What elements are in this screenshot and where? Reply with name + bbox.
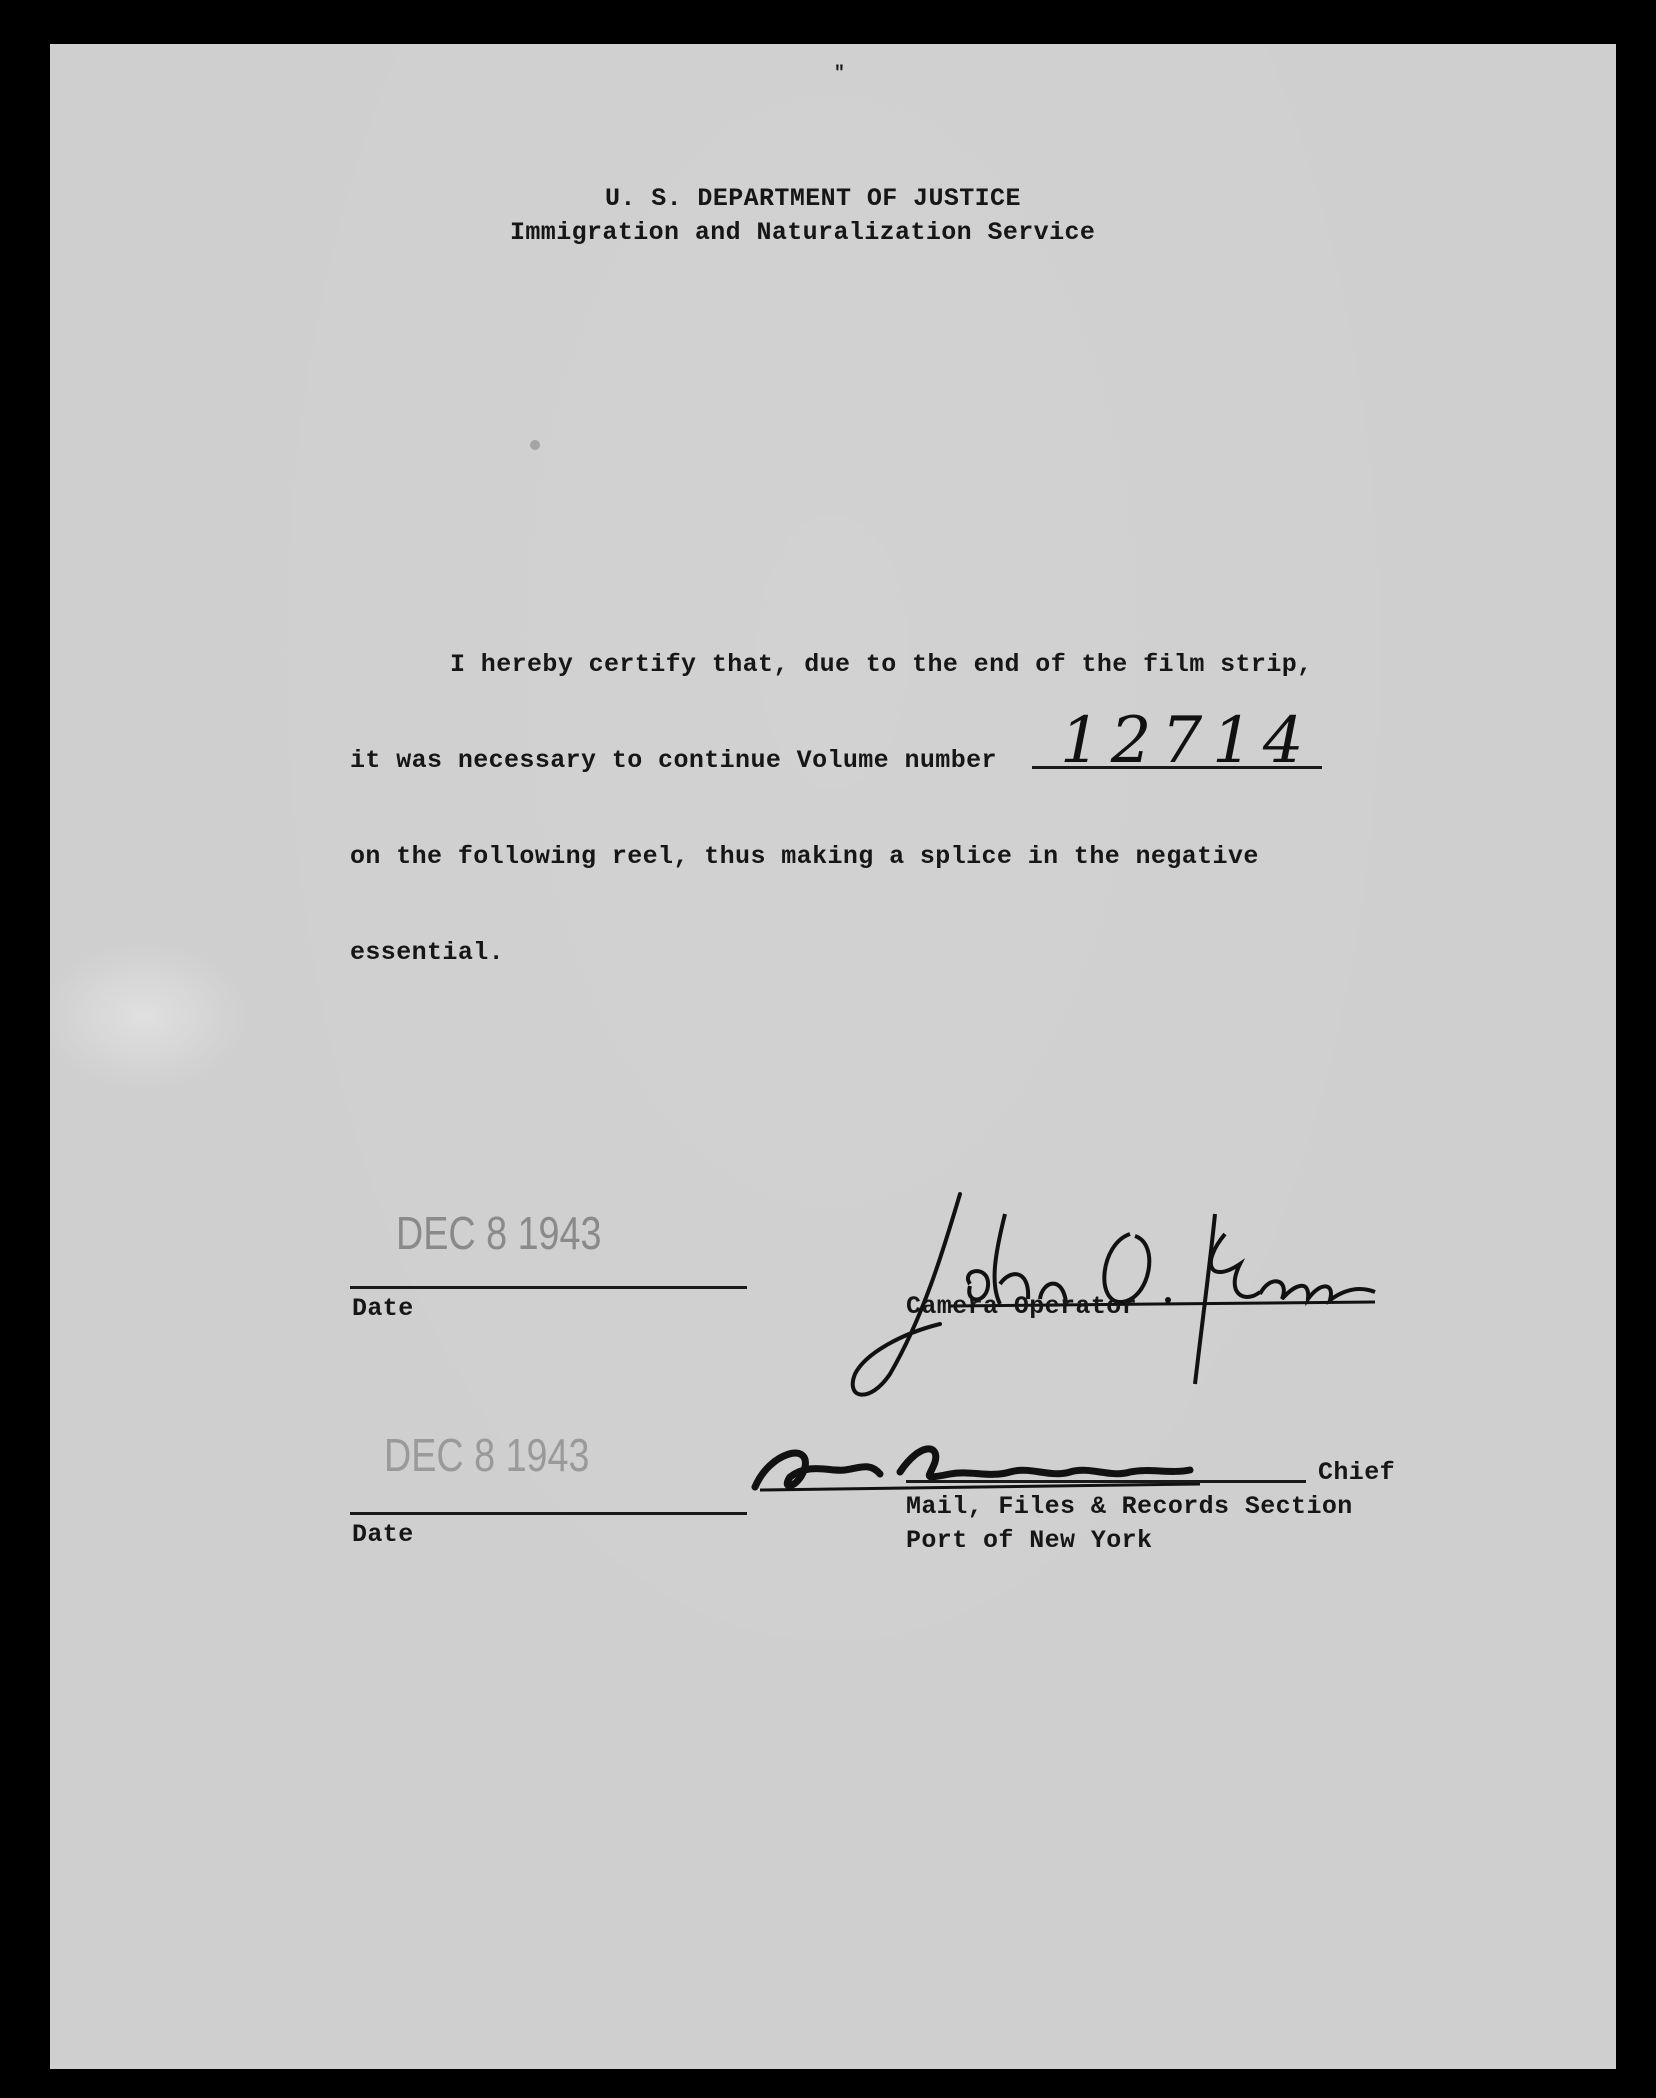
- certify-line-2: it was necessary to continue Volume number: [350, 746, 997, 775]
- date-stamp-1: DEC 8 1943: [396, 1207, 602, 1259]
- chief-title-line-2: Mail, Files & Records Section: [906, 1492, 1353, 1521]
- volume-number: 12714: [1060, 704, 1314, 778]
- date-line-1: [350, 1286, 747, 1289]
- date-line-2: [350, 1512, 747, 1515]
- date-label-1: Date: [352, 1294, 414, 1323]
- dust-speck: [530, 440, 540, 450]
- header-department: U. S. DEPARTMENT OF JUSTICE: [605, 184, 1021, 213]
- top-mark: ": [834, 64, 846, 84]
- camera-operator-title: Camera Operator: [906, 1292, 1138, 1321]
- certify-line-3: on the following reel, thus making a splice in the negative: [350, 842, 1259, 871]
- certify-line-4: essential.: [350, 938, 505, 967]
- chief-title-line-1: Chief: [1318, 1458, 1396, 1487]
- date-label-2: Date: [352, 1520, 414, 1549]
- document-page: [50, 44, 1616, 2069]
- chief-title-line-3: Port of New York: [906, 1526, 1153, 1555]
- certify-line-1: I hereby certify that, due to the end of the film strip,: [450, 650, 1313, 679]
- date-stamp-2: DEC 8 1943: [384, 1429, 590, 1481]
- chief-signature-line: [906, 1480, 1306, 1483]
- header-service: Immigration and Naturalization Service: [510, 218, 1096, 247]
